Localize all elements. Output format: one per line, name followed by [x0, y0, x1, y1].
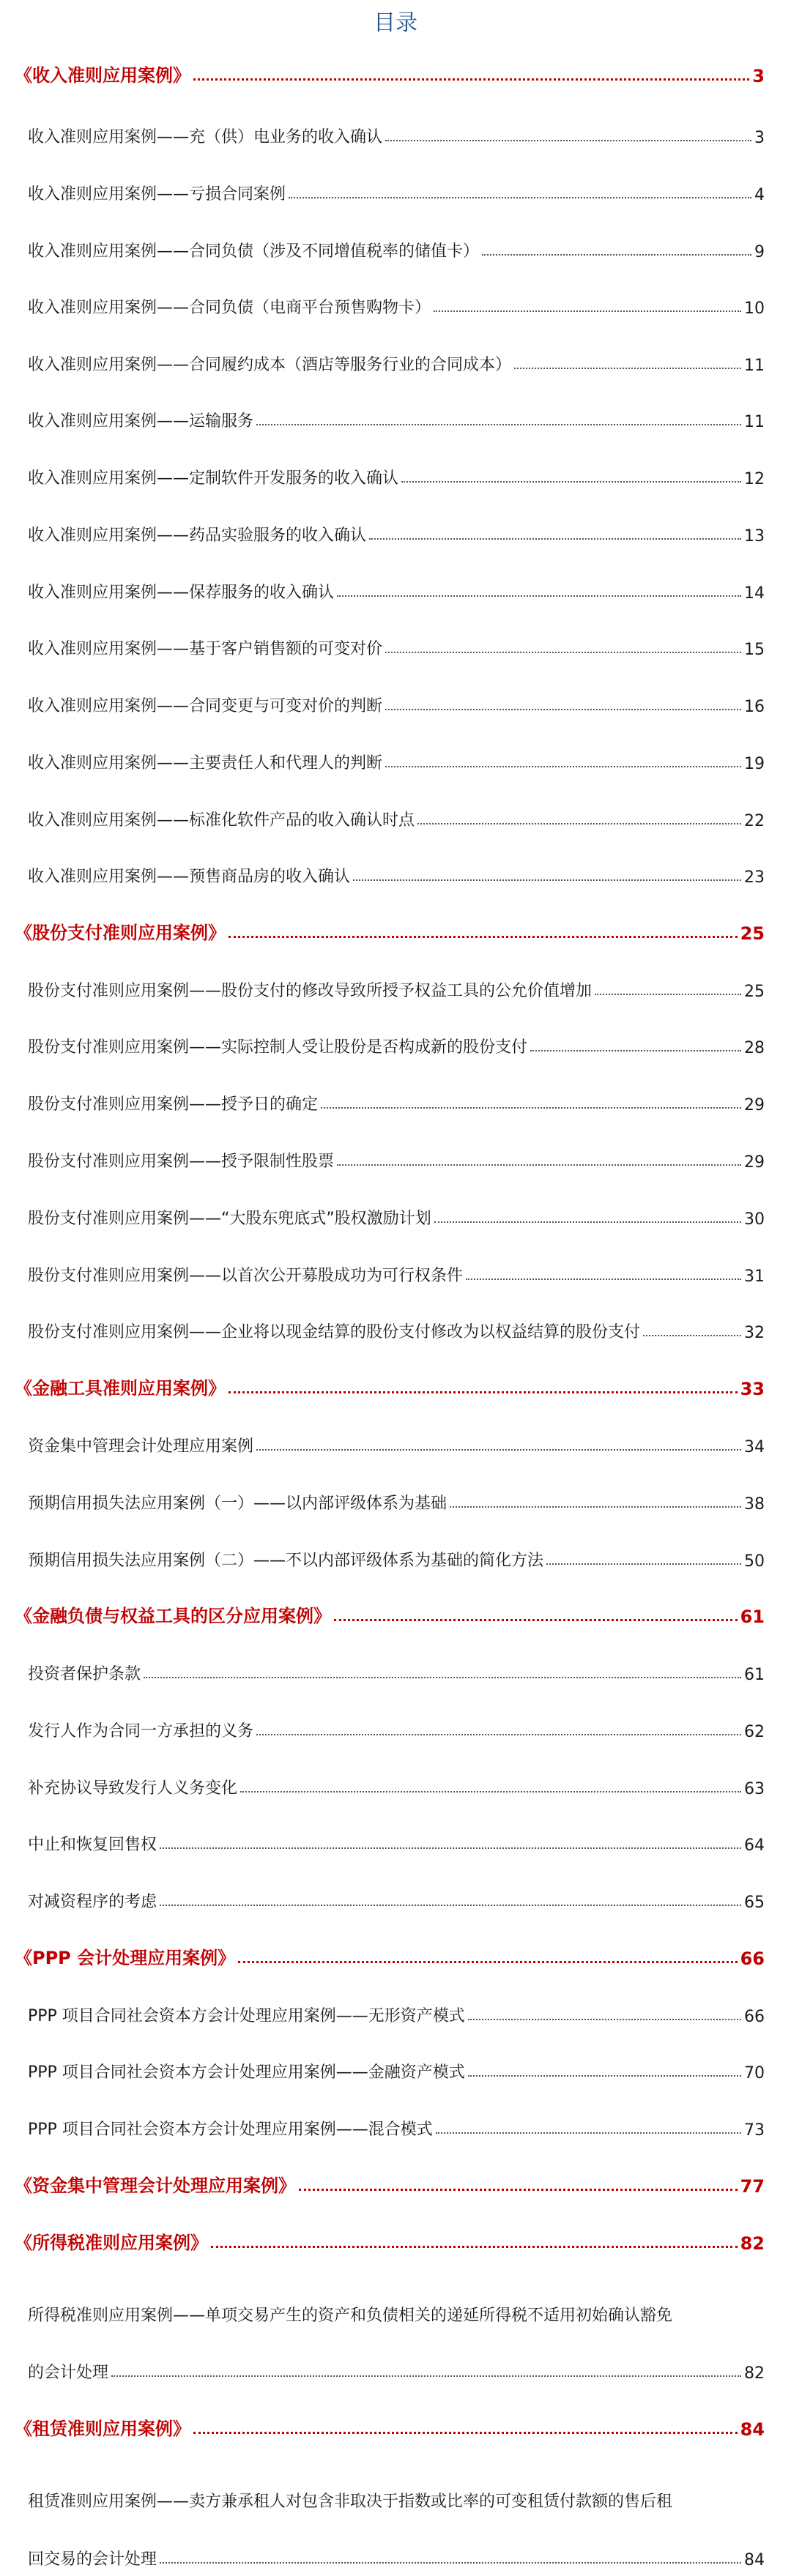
- toc-entry[interactable]: [28, 633, 765, 659]
- toc-entry-title: PPP 项目合同社会资本方会计处理应用案例——金融资产模式: [28, 2063, 465, 2082]
- toc-section-heading[interactable]: [15, 1373, 765, 1399]
- toc-page-number: 61: [740, 1607, 765, 1627]
- toc-page-number: 61: [744, 1666, 765, 1684]
- toc-section-heading[interactable]: [15, 2227, 765, 2254]
- toc-entry-title: 《收入准则应用案例》: [15, 65, 190, 86]
- dot-leader: [595, 994, 741, 995]
- toc-entry-title: 预期信用损失法应用案例（二）——不以内部评级体系为基础的简化方法: [28, 1552, 544, 1570]
- dot-leader: [434, 1221, 741, 1223]
- toc-page-number: 84: [744, 2551, 765, 2569]
- toc-page-number: 16: [744, 698, 765, 716]
- toc-entry[interactable]: [28, 975, 765, 1001]
- toc-entry[interactable]: [28, 235, 765, 261]
- toc-page-number: 38: [744, 1495, 765, 1514]
- toc-entry[interactable]: [28, 2543, 765, 2569]
- toc-entry[interactable]: [28, 804, 765, 830]
- toc-page-number: 84: [740, 2419, 765, 2440]
- toc-section-heading[interactable]: [15, 1601, 765, 1627]
- dot-leader: [385, 709, 741, 710]
- dot-leader: [468, 2075, 741, 2077]
- dot-leader: [530, 1050, 741, 1051]
- toc-section-heading[interactable]: [15, 917, 765, 944]
- toc-entry[interactable]: [28, 690, 765, 716]
- toc-entry-title: 中止和恢复回售权: [28, 1836, 157, 1854]
- toc-page-number: 14: [744, 584, 765, 603]
- dot-leader: [160, 1905, 741, 1906]
- toc-page-number: 29: [744, 1153, 765, 1172]
- toc-entry-title: 补充协议导致发行人义务变化: [28, 1779, 238, 1798]
- toc-page-number: 25: [744, 983, 765, 1001]
- toc-page-number: 82: [740, 2233, 765, 2254]
- toc-entry-title: 投资者保护条款: [28, 1665, 141, 1683]
- toc-entry-title: 股份支付准则应用案例——股份支付的修改导致所授予权益工具的公允价值增加: [28, 982, 593, 1000]
- dot-leader: [160, 2562, 741, 2564]
- toc-entry-title: PPP 项目合同社会资本方会计处理应用案例——无形资产模式: [28, 2007, 465, 2025]
- dot-leader: [229, 1391, 738, 1393]
- toc-entry-title: 收入准则应用案例——预售商品房的收入确认: [28, 868, 351, 886]
- toc-page-number: 3: [754, 129, 765, 147]
- toc-entry-title: 收入准则应用案例——合同履约成本（酒店等服务行业的合同成本）: [28, 356, 512, 374]
- dot-leader: [193, 2432, 738, 2434]
- dot-leader: [385, 140, 751, 141]
- toc-title: 目录: [374, 10, 417, 36]
- toc-entry[interactable]: [28, 519, 765, 546]
- toc-entry[interactable]: [28, 2056, 765, 2082]
- toc-entry[interactable]: [28, 2485, 765, 2512]
- toc-page-number: 4: [754, 186, 765, 204]
- toc-entry[interactable]: [28, 860, 765, 887]
- toc-entry-title: 收入准则应用案例——主要责任人和代理人的判断: [28, 754, 383, 773]
- toc-entry-title: 股份支付准则应用案例——授予日的确定: [28, 1095, 319, 1114]
- toc-entry[interactable]: [28, 1886, 765, 1912]
- dot-leader: [160, 1847, 741, 1849]
- toc-section-heading[interactable]: [15, 60, 765, 86]
- toc-entry-title: 预期信用损失法应用案例（一）——以内部评级体系为基础: [28, 1494, 448, 1513]
- toc-entry-title: 资金集中管理会计处理应用案例: [28, 1437, 254, 1456]
- toc-page-number: 9: [754, 243, 765, 261]
- toc-entry[interactable]: [28, 349, 765, 375]
- dot-leader: [256, 1449, 741, 1451]
- toc-entry[interactable]: [28, 2356, 765, 2383]
- dot-leader: [193, 78, 749, 81]
- toc-entry[interactable]: [28, 291, 765, 318]
- toc-entry-title: 收入准则应用案例——基于客户销售额的可变对价: [28, 640, 383, 658]
- toc-entry[interactable]: [28, 1202, 765, 1229]
- toc-entry[interactable]: [28, 747, 765, 773]
- toc-page-number: 33: [740, 1379, 765, 1399]
- dot-leader: [369, 538, 741, 540]
- toc-entry-title: 对减资程序的考虑: [28, 1893, 157, 1911]
- dot-leader: [436, 2132, 741, 2134]
- dot-leader: [468, 2019, 741, 2020]
- toc-entry-title: 收入准则应用案例——合同负债（涉及不同增值税率的储值卡）: [28, 242, 480, 261]
- dot-leader: [299, 2189, 738, 2191]
- dot-leader: [337, 595, 741, 597]
- toc-entry[interactable]: [28, 2299, 765, 2326]
- toc-page-number: 15: [744, 641, 765, 659]
- dot-leader: [229, 936, 738, 938]
- dot-leader: [337, 1164, 741, 1166]
- toc-entry[interactable]: [28, 1715, 765, 1741]
- dot-leader: [144, 1677, 741, 1678]
- toc-page-number: 29: [744, 1096, 765, 1114]
- toc-page-number: 30: [744, 1210, 765, 1229]
- toc-page-number: 3: [752, 66, 765, 86]
- toc-entry[interactable]: [28, 1316, 765, 1342]
- dot-leader: [514, 368, 741, 369]
- toc-entry-title: 收入准则应用案例——运输服务: [28, 412, 254, 431]
- toc-page-number: 32: [744, 1324, 765, 1342]
- toc-entry-title: 收入准则应用案例——药品实验服务的收入确认: [28, 526, 367, 545]
- toc-entry[interactable]: [28, 2000, 765, 2026]
- toc-page-number: 12: [744, 470, 765, 488]
- toc-entry[interactable]: [28, 1088, 765, 1114]
- toc-entry[interactable]: [28, 1259, 765, 1286]
- dot-leader: [353, 879, 741, 881]
- toc-section-heading[interactable]: [15, 1943, 765, 1969]
- toc-entry-title: 收入准则应用案例——标准化软件产品的收入确认时点: [28, 811, 415, 830]
- toc-entry[interactable]: [28, 462, 765, 488]
- toc-page-number: 82: [744, 2364, 765, 2383]
- dot-leader: [321, 1107, 741, 1109]
- toc-page-number: 19: [744, 755, 765, 773]
- toc-page-number: 73: [744, 2121, 765, 2140]
- toc-entry-title: 发行人作为合同一方承担的义务: [28, 1722, 254, 1741]
- toc-page-number: 11: [744, 413, 765, 431]
- toc-entry[interactable]: [28, 1487, 765, 1514]
- dot-leader: [546, 1563, 741, 1565]
- toc-entry[interactable]: [28, 1145, 765, 1172]
- dot-leader: [417, 823, 741, 824]
- toc-page-number: 34: [744, 1438, 765, 1456]
- toc-page-number: 64: [744, 1836, 765, 1855]
- toc-entry[interactable]: [28, 1544, 765, 1571]
- toc-page-number: 50: [744, 1552, 765, 1571]
- dot-leader: [482, 254, 751, 256]
- dot-leader: [401, 481, 741, 483]
- toc-entry-title: 股份支付准则应用案例——企业将以现金结算的股份支付修改为以权益结算的股份支付: [28, 1323, 641, 1341]
- dot-leader: [289, 197, 751, 198]
- toc-entry-title: 《股份支付准则应用案例》: [15, 923, 226, 943]
- dot-leader: [334, 1619, 738, 1621]
- toc-entry-title: 的会计处理: [28, 2364, 109, 2382]
- toc-entry-title: 《金融负债与权益工具的区分应用案例》: [15, 1606, 331, 1626]
- toc-page-number: 77: [740, 2176, 765, 2197]
- toc-entry[interactable]: [28, 121, 765, 147]
- toc-entry[interactable]: [28, 576, 765, 603]
- toc-page-number: 22: [744, 812, 765, 830]
- toc-entry[interactable]: [28, 2113, 765, 2140]
- toc-page-number: 13: [744, 527, 765, 546]
- toc-entry-title: 收入准则应用案例——定制软件开发服务的收入确认: [28, 469, 399, 488]
- toc-entry-title: 所得税准则应用案例——单项交易产生的资产和负债相关的递延所得税不适用初始确认豁免: [28, 2307, 673, 2325]
- toc-page-number: 66: [744, 2008, 765, 2026]
- dot-leader: [256, 424, 741, 425]
- toc-entry[interactable]: [28, 1772, 765, 1798]
- toc-page-number: 65: [744, 1894, 765, 1912]
- toc-entry-title: 回交易的会计处理: [28, 2550, 157, 2569]
- toc-entry-title: 收入准则应用案例——保荐服务的收入确认: [28, 584, 335, 602]
- toc-page-number: 70: [744, 2064, 765, 2082]
- toc-page-number: 11: [744, 357, 765, 375]
- toc-entry[interactable]: [28, 1828, 765, 1855]
- dot-leader: [211, 2246, 738, 2248]
- toc-entry-title: 收入准则应用案例——合同负债（电商平台预售购物卡）: [28, 299, 431, 317]
- dot-leader: [385, 652, 741, 653]
- toc-entry[interactable]: [28, 1031, 765, 1057]
- dot-leader: [385, 766, 741, 767]
- toc-page-number: 31: [744, 1267, 765, 1286]
- toc-page-number: 28: [744, 1039, 765, 1057]
- toc-entry-title: 《租赁准则应用案例》: [15, 2419, 190, 2439]
- toc-entry[interactable]: [28, 1658, 765, 1684]
- toc-page-number: 10: [744, 299, 765, 318]
- toc-entry-title: 收入准则应用案例——亏损合同案例: [28, 185, 286, 204]
- toc-entry-title: 租赁准则应用案例——卖方兼承租人对包含非取决于指数或比率的可变租赁付款额的售后租: [28, 2493, 673, 2511]
- dot-leader: [238, 1961, 737, 1963]
- toc-entry[interactable]: [28, 178, 765, 204]
- toc-page-number: 25: [740, 923, 765, 944]
- dot-leader: [256, 1734, 741, 1735]
- toc-section-heading[interactable]: [15, 2170, 765, 2197]
- toc-page-number: 23: [744, 868, 765, 887]
- toc-section-heading[interactable]: [15, 2413, 765, 2440]
- toc-page-number: 66: [740, 1948, 765, 1969]
- dot-leader: [643, 1335, 741, 1336]
- toc-entry-title: 股份支付准则应用案例——授予限制性股票: [28, 1153, 335, 1171]
- toc-entry-title: 收入准则应用案例——充（供）电业务的收入确认: [28, 128, 383, 146]
- dot-leader: [450, 1506, 741, 1508]
- toc-entry-title: 股份支付准则应用案例——实际控制人受让股份是否构成新的股份支付: [28, 1038, 528, 1057]
- toc-page-number: 62: [744, 1723, 765, 1741]
- toc-entry-title: 《所得税准则应用案例》: [15, 2233, 208, 2253]
- toc-entry-title: 《PPP 会计处理应用案例》: [15, 1948, 236, 1968]
- toc-entry[interactable]: [28, 1430, 765, 1456]
- dot-leader: [240, 1791, 741, 1793]
- toc-entry[interactable]: [28, 405, 765, 431]
- toc-entry-title: PPP 项目合同社会资本方会计处理应用案例——混合模式: [28, 2121, 433, 2139]
- toc-entry-title: 收入准则应用案例——合同变更与可变对价的判断: [28, 697, 383, 715]
- toc-entry-title: 股份支付准则应用案例——以首次公开募股成功为可行权条件: [28, 1267, 464, 1285]
- dot-leader: [434, 310, 741, 312]
- toc-entry-title: 股份支付准则应用案例——“大股东兜底式”股权激励计划: [28, 1210, 431, 1228]
- toc-page-number: 63: [744, 1780, 765, 1798]
- toc-entry-title: 《金融工具准则应用案例》: [15, 1378, 226, 1399]
- dot-leader: [111, 2375, 741, 2377]
- toc-entry-title: 《资金集中管理会计处理应用案例》: [15, 2175, 296, 2196]
- dot-leader: [466, 1278, 741, 1280]
